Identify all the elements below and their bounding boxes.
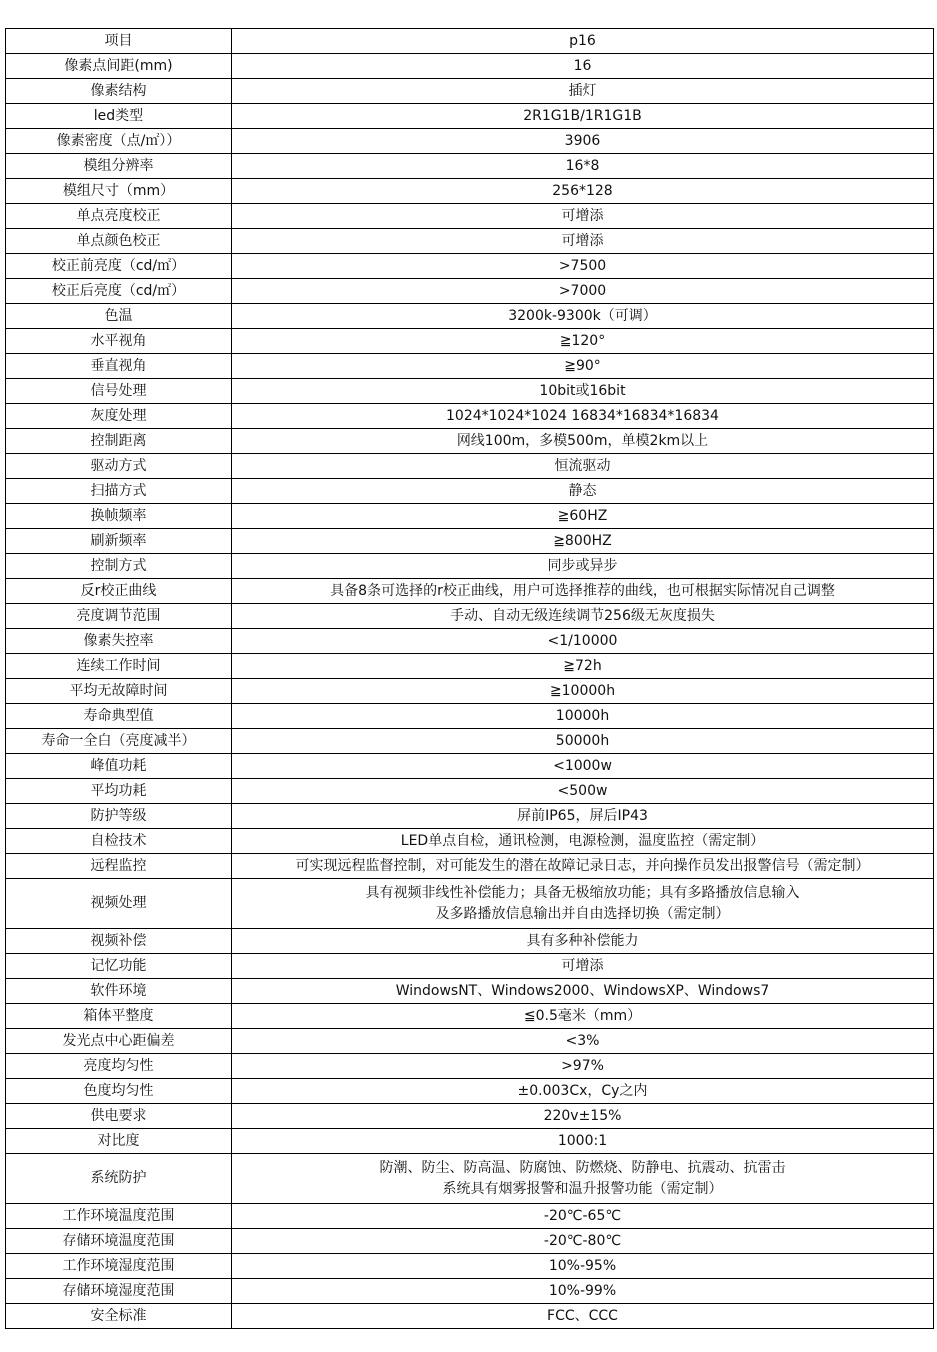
spec-value: 16 — [232, 54, 934, 79]
spec-label: 远程监控 — [6, 854, 232, 879]
spec-value: 10bit或16bit — [232, 379, 934, 404]
spec-value: 10%-95% — [232, 1254, 934, 1279]
spec-table — [5, 28, 934, 1329]
table-row — [6, 504, 934, 529]
table-row — [6, 1279, 934, 1304]
spec-value: WindowsNT、Windows2000、WindowsXP、Windows7 — [232, 979, 934, 1004]
table-row — [6, 204, 934, 229]
table-row — [6, 1129, 934, 1154]
spec-value: p16 — [232, 29, 934, 54]
spec-label: 模组分辨率 — [6, 154, 232, 179]
spec-label: 换帧频率 — [6, 504, 232, 529]
spec-value: <500w — [232, 779, 934, 804]
table-row — [6, 104, 934, 129]
spec-label: 存储环境温度范围 — [6, 1229, 232, 1254]
spec-value: 插灯 — [232, 79, 934, 104]
spec-value: 3906 — [232, 129, 934, 154]
table-row — [6, 704, 934, 729]
table-row — [6, 579, 934, 604]
table-row — [6, 979, 934, 1004]
spec-value: -20℃-80℃ — [232, 1229, 934, 1254]
spec-value: >7500 — [232, 254, 934, 279]
spec-label: 色温 — [6, 304, 232, 329]
spec-value — [232, 879, 934, 929]
spec-value: 220v±15% — [232, 1104, 934, 1129]
table-row — [6, 479, 934, 504]
spec-value: 可增添 — [232, 954, 934, 979]
spec-label: 模组尺寸（mm） — [6, 179, 232, 204]
table-row — [6, 1229, 934, 1254]
table-row — [6, 679, 934, 704]
spec-value: 具备8条可选择的r校正曲线，用户可选择推荐的曲线，也可根据实际情况自己调整 — [232, 579, 934, 604]
spec-value: 具有多种补偿能力 — [232, 929, 934, 954]
spec-label: 平均无故障时间 — [6, 679, 232, 704]
table-row — [6, 829, 934, 854]
spec-label: 寿命典型值 — [6, 704, 232, 729]
table-row — [6, 604, 934, 629]
spec-label: 寿命一全白（亮度减半） — [6, 729, 232, 754]
spec-value: ≧120° — [232, 329, 934, 354]
spec-value-line: 及多路播放信息输出并自由选择切换（需定制） — [435, 905, 730, 922]
spec-label: 校正前亮度（cd/㎡） — [6, 254, 232, 279]
spec-label: 工作环境温度范围 — [6, 1204, 232, 1229]
spec-label: 灰度处理 — [6, 404, 232, 429]
table-row — [6, 54, 934, 79]
spec-label: 防护等级 — [6, 804, 232, 829]
spec-value: <1/10000 — [232, 629, 934, 654]
table-row — [6, 379, 934, 404]
table-row — [6, 804, 934, 829]
spec-value: LED单点自检，通讯检测，电源检测，温度监控（需定制） — [232, 829, 934, 854]
table-row — [6, 354, 934, 379]
spec-value: 可增添 — [232, 229, 934, 254]
spec-label: 像素点间距(mm) — [6, 54, 232, 79]
spec-label: 控制方式 — [6, 554, 232, 579]
spec-value: ≧800HZ — [232, 529, 934, 554]
spec-table-body — [6, 29, 934, 1329]
spec-label: 存储环境湿度范围 — [6, 1279, 232, 1304]
spec-value: 10000h — [232, 704, 934, 729]
spec-label: 反r校正曲线 — [6, 579, 232, 604]
spec-value: 网线100m，多模500m，单模2km以上 — [232, 429, 934, 454]
spec-label: led类型 — [6, 104, 232, 129]
spec-value: 1000:1 — [232, 1129, 934, 1154]
spec-label: 亮度调节范围 — [6, 604, 232, 629]
spec-label: 像素密度（点/㎡）） — [6, 129, 232, 154]
spec-label: 视频补偿 — [6, 929, 232, 954]
table-row — [6, 429, 934, 454]
spec-label: 软件环境 — [6, 979, 232, 1004]
spec-value: ≧72h — [232, 654, 934, 679]
spec-value: <1000w — [232, 754, 934, 779]
spec-value-line: 防潮、防尘、防高温、防腐蚀、防燃烧、防静电、抗震动、抗雷击 — [379, 1159, 786, 1176]
spec-label: 刷新频率 — [6, 529, 232, 554]
spec-label: 自检技术 — [6, 829, 232, 854]
spec-label: 垂直视角 — [6, 354, 232, 379]
spec-value — [232, 1154, 934, 1204]
spec-value: ≦0.5毫米（mm） — [232, 1004, 934, 1029]
table-row — [6, 129, 934, 154]
spec-value: 可增添 — [232, 204, 934, 229]
spec-label: 单点亮度校正 — [6, 204, 232, 229]
table-row — [6, 554, 934, 579]
spec-label: 箱体平整度 — [6, 1004, 232, 1029]
table-row — [6, 1029, 934, 1054]
table-row — [6, 954, 934, 979]
spec-value: 同步或异步 — [232, 554, 934, 579]
spec-label: 峰值功耗 — [6, 754, 232, 779]
table-row — [6, 1104, 934, 1129]
spec-label: 像素结构 — [6, 79, 232, 104]
spec-value: 2R1G1B/1R1G1B — [232, 104, 934, 129]
table-row — [6, 1204, 934, 1229]
spec-value: ±0.003Cx，Cy之内 — [232, 1079, 934, 1104]
table-row — [6, 254, 934, 279]
table-row — [6, 754, 934, 779]
spec-label: 色度均匀性 — [6, 1079, 232, 1104]
spec-value: >97% — [232, 1054, 934, 1079]
spec-label: 驱动方式 — [6, 454, 232, 479]
spec-value: 16*8 — [232, 154, 934, 179]
spec-label: 平均功耗 — [6, 779, 232, 804]
spec-value: <3% — [232, 1029, 934, 1054]
spec-value: 静态 — [232, 479, 934, 504]
table-row — [6, 879, 934, 929]
table-row — [6, 454, 934, 479]
spec-label: 扫描方式 — [6, 479, 232, 504]
table-row — [6, 279, 934, 304]
table-row — [6, 79, 934, 104]
table-row — [6, 179, 934, 204]
spec-label: 亮度均匀性 — [6, 1054, 232, 1079]
spec-value: 1024*1024*1024 16834*16834*16834 — [232, 404, 934, 429]
spec-label: 发光点中心距偏差 — [6, 1029, 232, 1054]
spec-value: 可实现远程监督控制，对可能发生的潜在故障记录日志，并向操作员发出报警信号（需定制） — [232, 854, 934, 879]
table-row — [6, 779, 934, 804]
spec-value: 10%-99% — [232, 1279, 934, 1304]
spec-label: 工作环境湿度范围 — [6, 1254, 232, 1279]
table-row — [6, 629, 934, 654]
table-row — [6, 1004, 934, 1029]
spec-label: 控制距离 — [6, 429, 232, 454]
table-row — [6, 404, 934, 429]
spec-label: 水平视角 — [6, 329, 232, 354]
table-row — [6, 1254, 934, 1279]
table-row — [6, 729, 934, 754]
spec-value: >7000 — [232, 279, 934, 304]
spec-value: 恒流驱动 — [232, 454, 934, 479]
spec-label: 像素失控率 — [6, 629, 232, 654]
spec-value-line: 系统具有烟雾报警和温升报警功能（需定制） — [442, 1180, 723, 1197]
spec-value: -20℃-65℃ — [232, 1204, 934, 1229]
table-row — [6, 1079, 934, 1104]
spec-value: ≧90° — [232, 354, 934, 379]
table-row — [6, 29, 934, 54]
spec-value: FCC、CCC — [232, 1304, 934, 1329]
table-row — [6, 329, 934, 354]
spec-value: 手动、自动无级连续调节256级无灰度损失 — [232, 604, 934, 629]
table-row — [6, 154, 934, 179]
spec-value: ≧10000h — [232, 679, 934, 704]
spec-value: 屏前IP65，屏后IP43 — [232, 804, 934, 829]
spec-label: 单点颜色校正 — [6, 229, 232, 254]
spec-value: 3200k-9300k（可调） — [232, 304, 934, 329]
spec-label: 视频处理 — [6, 879, 232, 929]
table-row — [6, 1154, 934, 1204]
spec-value: ≧60HZ — [232, 504, 934, 529]
table-row — [6, 304, 934, 329]
table-row — [6, 854, 934, 879]
spec-label: 安全标准 — [6, 1304, 232, 1329]
table-row — [6, 229, 934, 254]
table-row — [6, 529, 934, 554]
spec-value: 256*128 — [232, 179, 934, 204]
spec-value-line: 具有视频非线性补偿能力；具备无极缩放功能；具有多路播放信息输入 — [365, 884, 800, 901]
table-row — [6, 654, 934, 679]
spec-label: 记忆功能 — [6, 954, 232, 979]
spec-label: 对比度 — [6, 1129, 232, 1154]
spec-label: 连续工作时间 — [6, 654, 232, 679]
spec-label: 项目 — [6, 29, 232, 54]
table-row — [6, 1304, 934, 1329]
spec-label: 校正后亮度（cd/㎡） — [6, 279, 232, 304]
table-row — [6, 929, 934, 954]
spec-label: 系统防护 — [6, 1154, 232, 1204]
spec-label: 信号处理 — [6, 379, 232, 404]
spec-value: 50000h — [232, 729, 934, 754]
table-row — [6, 1054, 934, 1079]
spec-label: 供电要求 — [6, 1104, 232, 1129]
